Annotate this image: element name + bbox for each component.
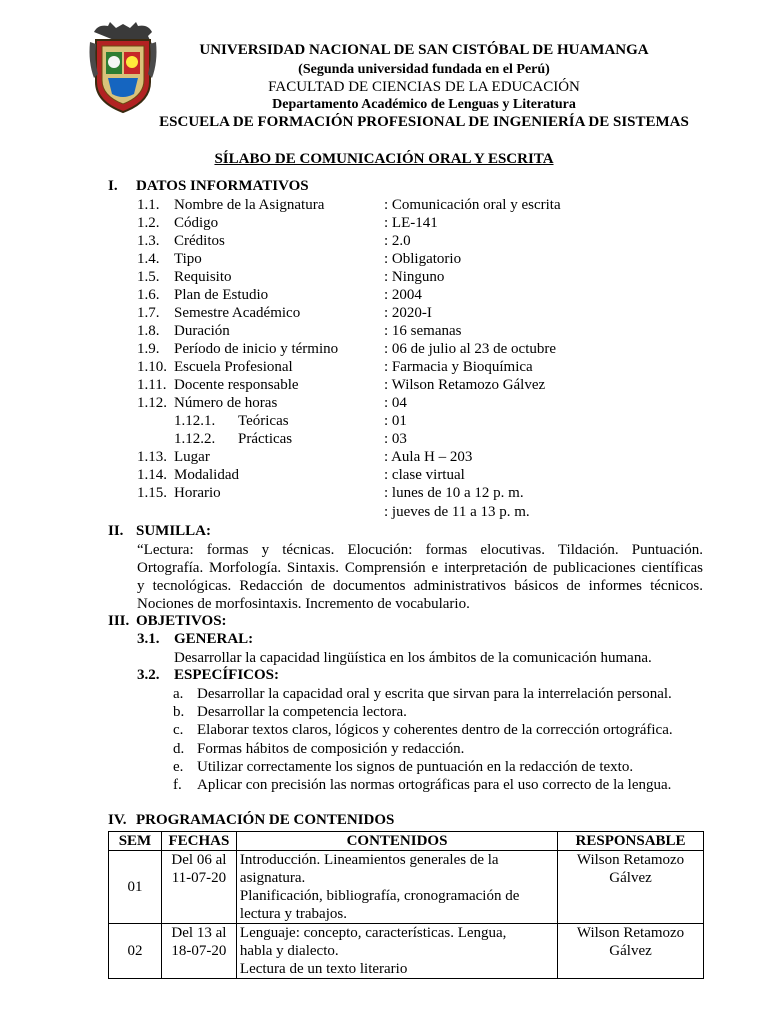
cell-line: Wilson Retamozo (576, 852, 685, 868)
column-header: SEM (109, 832, 162, 851)
paragraph-line: “Lectura: formas y técnicas. Elocución: formas elocutivas. Tildación. Puntuación. (137, 542, 703, 558)
section-number: III. (108, 613, 130, 629)
contents-table (108, 831, 704, 979)
cell-line: Planificación, bibliografía, cronogramación de (239, 888, 520, 904)
section-title: SUMILLA: (136, 523, 212, 539)
item-number: 1.7. (137, 305, 160, 321)
item-label: Docente responsable (174, 377, 299, 393)
item-label: Modalidad (174, 467, 239, 483)
paragraph-line: Ortografía. Morfología. Sintaxis. Comprensión e interpretación de publicaciones científicas (137, 560, 703, 576)
item-number: 1.9. (137, 341, 160, 357)
list-text: Aplicar con precisión las normas ortográficas para el uso correcto de la lengua. (197, 777, 672, 793)
cell-line: Lectura de un texto literario (239, 961, 408, 977)
list-text: Desarrollar la competencia lectora. (197, 704, 407, 720)
item-label: Semestre Académico (174, 305, 301, 321)
paragraph-line: Nociones de morfosintaxis. Incremento de vocabulario. (137, 596, 470, 612)
list-text: Utilizar correctamente los signos de puntuación en la redacción de texto. (197, 759, 634, 775)
item-label: Créditos (174, 233, 225, 249)
cell-line: Del 06 al (171, 852, 227, 868)
general-objective-text: Desarrollar la capacidad lingüística en los ámbitos de la comunicación humana. (174, 650, 652, 666)
cell-line: 18-07-20 (171, 943, 227, 959)
cell-line: asignatura. (239, 870, 306, 886)
table-header-row (109, 832, 704, 851)
cell-line: Del 13 al (171, 925, 227, 941)
item-number: 1.12.2. (174, 431, 216, 447)
cell-line: Gálvez (609, 943, 652, 959)
item-number: 1.3. (137, 233, 160, 249)
week-cell: 02 (109, 924, 162, 979)
week-cell: 01 (109, 851, 162, 924)
section-number: I. (108, 178, 118, 194)
item-value: : 03 (384, 431, 407, 447)
dates-cell (161, 924, 236, 979)
list-text: Formas hábitos de composición y redacción. (197, 741, 465, 757)
item-number: 1.14. (137, 467, 167, 483)
objective-title: ESPECÍFICOS: (174, 667, 280, 683)
responsible-cell (558, 851, 704, 924)
item-number: 1.1. (137, 197, 160, 213)
responsible-cell (558, 924, 704, 979)
list-text: Elaborar textos claros, lógicos y coherentes dentro de la corrección ortográfica. (197, 722, 673, 738)
item-number: 1.11. (137, 377, 167, 393)
item-number: 1.15. (137, 485, 167, 501)
cell-line: Introducción. Lineamientos generales de la (239, 852, 499, 868)
item-value: : 2.0 (384, 233, 411, 249)
contents-cell (236, 924, 557, 979)
section-title: OBJETIVOS: (136, 613, 227, 629)
university-motto: (Segunda universidad fundada en el Perú) (298, 62, 550, 77)
table-row (109, 924, 704, 979)
item-value: : Comunicación oral y escrita (384, 197, 561, 213)
school-name: ESCUELA DE FORMACIÓN PROFESIONAL DE INGENIERÍA DE SISTEMAS (159, 114, 689, 130)
item-value: : Ninguno (384, 269, 445, 285)
contents-cell (236, 851, 557, 924)
objective-number: 3.2. (137, 667, 160, 683)
item-label: Período de inicio y término (174, 341, 339, 357)
item-label: Horario (174, 485, 221, 501)
item-value: : Wilson Retamozo Gálvez (384, 377, 546, 393)
list-marker: d. (173, 741, 185, 757)
cell-line: 11-07-20 (171, 870, 227, 886)
cell-line: habla y dialecto. (239, 943, 339, 959)
item-number: 1.8. (137, 323, 160, 339)
list-text: Desarrollar la capacidad oral y escrita que sirvan para la interrelación personal. (197, 686, 672, 702)
cell-line: Gálvez (609, 870, 652, 886)
item-label: Escuela Profesional (174, 359, 293, 375)
item-number: 1.4. (137, 251, 160, 267)
list-marker: a. (173, 686, 184, 702)
table-row (109, 851, 704, 924)
item-value: : Obligatorio (384, 251, 462, 267)
item-label: Prácticas (238, 431, 293, 447)
item-value: : clase virtual (384, 467, 465, 483)
item-label: Tipo (174, 251, 202, 267)
section-title: PROGRAMACIÓN DE CONTENIDOS (136, 812, 395, 828)
item-value: : 06 de julio al 23 de octubre (384, 341, 557, 357)
item-label: Código (174, 215, 219, 231)
item-value: : 2004 (384, 287, 422, 303)
section-number: IV. (108, 812, 127, 828)
item-label: Nombre de la Asignatura (174, 197, 325, 213)
item-value: : lunes de 10 a 12 p. m. (384, 485, 524, 501)
item-value: : Aula H – 203 (384, 449, 473, 465)
column-header: CONTENIDOS (236, 832, 557, 851)
cell-line: lectura y trabajos. (239, 906, 347, 922)
item-number: 1.13. (137, 449, 167, 465)
item-value: : LE-141 (384, 215, 438, 231)
item-value: : 01 (384, 413, 407, 429)
item-value: : 2020-I (384, 305, 432, 321)
university-name: UNIVERSIDAD NACIONAL DE SAN CISTÓBAL DE HUAMANGA (199, 42, 649, 58)
item-value: : 16 semanas (384, 323, 462, 339)
item-number: 1.10. (137, 359, 167, 375)
item-value: : Farmacia y Bioquímica (384, 359, 533, 375)
faculty-name: FACULTAD DE CIENCIAS DE LA EDUCACIÓN (268, 79, 580, 95)
item-number: 1.12. (137, 395, 167, 411)
item-label: Lugar (174, 449, 210, 465)
item-number: 1.2. (137, 215, 160, 231)
sumilla-paragraph (137, 541, 703, 613)
section-number: II. (108, 523, 124, 539)
objective-title: GENERAL: (174, 631, 254, 647)
section-title: DATOS INFORMATIVOS (136, 178, 309, 194)
item-number: 1.5. (137, 269, 160, 285)
column-header: FECHAS (161, 832, 236, 851)
item-value: : jueves de 11 a 13 p. m. (384, 504, 530, 520)
list-marker: c. (173, 722, 184, 738)
item-label: Requisito (174, 269, 232, 285)
item-number: 1.6. (137, 287, 160, 303)
item-label: Teóricas (238, 413, 289, 429)
list-marker: f. (173, 777, 182, 793)
cell-line: Wilson Retamozo (576, 925, 685, 941)
item-value: : 04 (384, 395, 407, 411)
document-title: SÍLABO DE COMUNICACIÓN ORAL Y ESCRITA (214, 151, 554, 167)
department-name: Departamento Académico de Lenguas y Literatura (272, 97, 576, 112)
item-label: Duración (174, 323, 230, 339)
item-label: Plan de Estudio (174, 287, 269, 303)
cell-line: Lenguaje: concepto, características. Lengua, (239, 925, 507, 941)
list-marker: b. (173, 704, 185, 720)
item-label: Número de horas (174, 395, 278, 411)
item-number: 1.12.1. (174, 413, 216, 429)
list-marker: e. (173, 759, 184, 775)
dates-cell (161, 851, 236, 924)
paragraph-line: y tecnológicas. Redacción de documentos administrativos básicos de informes técnicos. (137, 578, 703, 594)
column-header: RESPONSABLE (558, 832, 704, 851)
objective-number: 3.1. (137, 631, 160, 647)
